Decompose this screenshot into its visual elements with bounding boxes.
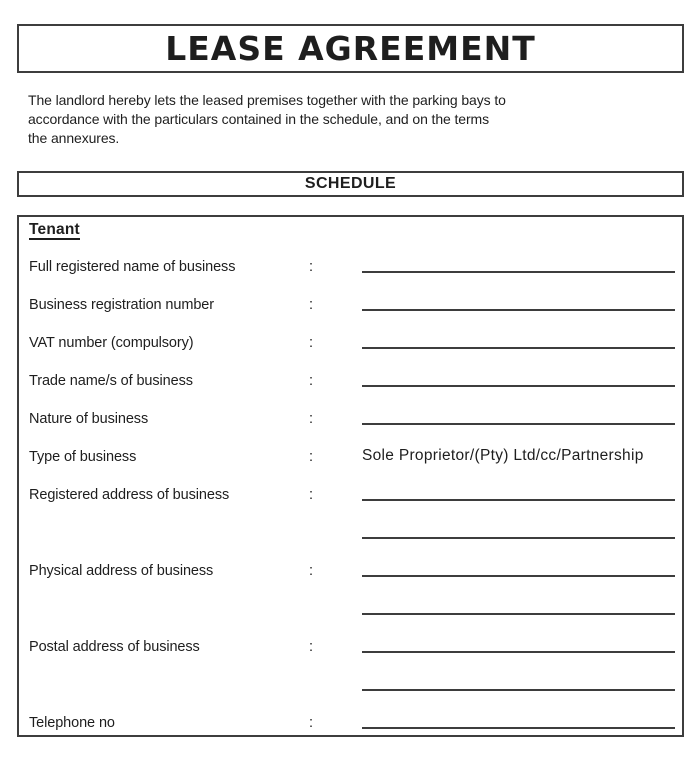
field-label: Trade name/s of business [29, 373, 193, 389]
fill-in-line [362, 423, 675, 425]
field-colon: : [309, 373, 314, 389]
intro-line-2: accordance with the particulars contained in the schedule, and on the terms [28, 111, 490, 127]
fill-in-line [362, 537, 675, 539]
field-label: Type of business [29, 449, 137, 465]
intro-paragraph [28, 91, 506, 148]
fill-in-line [362, 575, 675, 577]
field-colon: : [309, 411, 314, 427]
fill-in-line [362, 271, 675, 273]
intro-line-1: The landlord hereby lets the leased premises together with the parking bays to [28, 92, 506, 108]
field-label [29, 693, 309, 695]
field-colon [309, 617, 362, 619]
field-label [29, 617, 309, 619]
fill-in-line [362, 613, 675, 615]
field-label: Telephone no [29, 715, 115, 731]
tenant-heading-text: Tenant [29, 221, 80, 238]
tenant-section-heading [29, 221, 682, 239]
field-label: Physical address of business [29, 563, 214, 579]
field-colon: : [309, 335, 314, 351]
field-label: Registered address of business [29, 487, 230, 503]
field-row [19, 277, 682, 315]
field-colon: : [309, 487, 314, 503]
document-title: LEASE AGREEMENT [165, 29, 536, 68]
field-colon: : [309, 639, 314, 655]
fill-in-line [362, 727, 675, 729]
field-colon [309, 541, 362, 543]
blank-line-row [19, 505, 682, 543]
field-label [29, 541, 309, 543]
fill-in-line [362, 347, 675, 349]
field-row [19, 467, 682, 505]
field-row [19, 695, 682, 733]
field-row [19, 353, 682, 391]
blank-line-row [19, 657, 682, 695]
fill-in-line [362, 309, 675, 311]
field-label: Postal address of business [29, 639, 200, 655]
field-row [19, 543, 682, 581]
schedule-heading-box [17, 171, 684, 197]
field-label: VAT number (compulsory) [29, 335, 194, 351]
field-row [19, 429, 682, 467]
field-colon: : [309, 449, 314, 465]
fill-in-line [362, 499, 675, 501]
field-row [19, 239, 682, 277]
field-colon [309, 693, 362, 695]
field-row [19, 315, 682, 353]
field-colon: : [309, 297, 314, 313]
field-colon: : [309, 563, 314, 579]
field-row [19, 391, 682, 429]
field-colon: : [309, 715, 314, 731]
fill-in-line [362, 651, 675, 653]
field-label: Nature of business [29, 411, 149, 427]
tenant-fields [19, 239, 682, 733]
document-title-box [17, 24, 684, 73]
blank-line-row [19, 581, 682, 619]
field-value-text: Sole Proprietor/(Pty) Ltd/cc/Partnership [362, 447, 644, 464]
schedule-heading: SCHEDULE [304, 175, 397, 192]
field-label: Business registration number [29, 297, 214, 313]
field-colon: : [309, 259, 314, 275]
tenant-schedule-box [17, 215, 684, 737]
field-row [19, 619, 682, 657]
fill-in-line [362, 689, 675, 691]
fill-in-line [362, 385, 675, 387]
intro-line-3: the annexures. [28, 130, 120, 146]
field-label: Full registered name of business [29, 259, 236, 275]
